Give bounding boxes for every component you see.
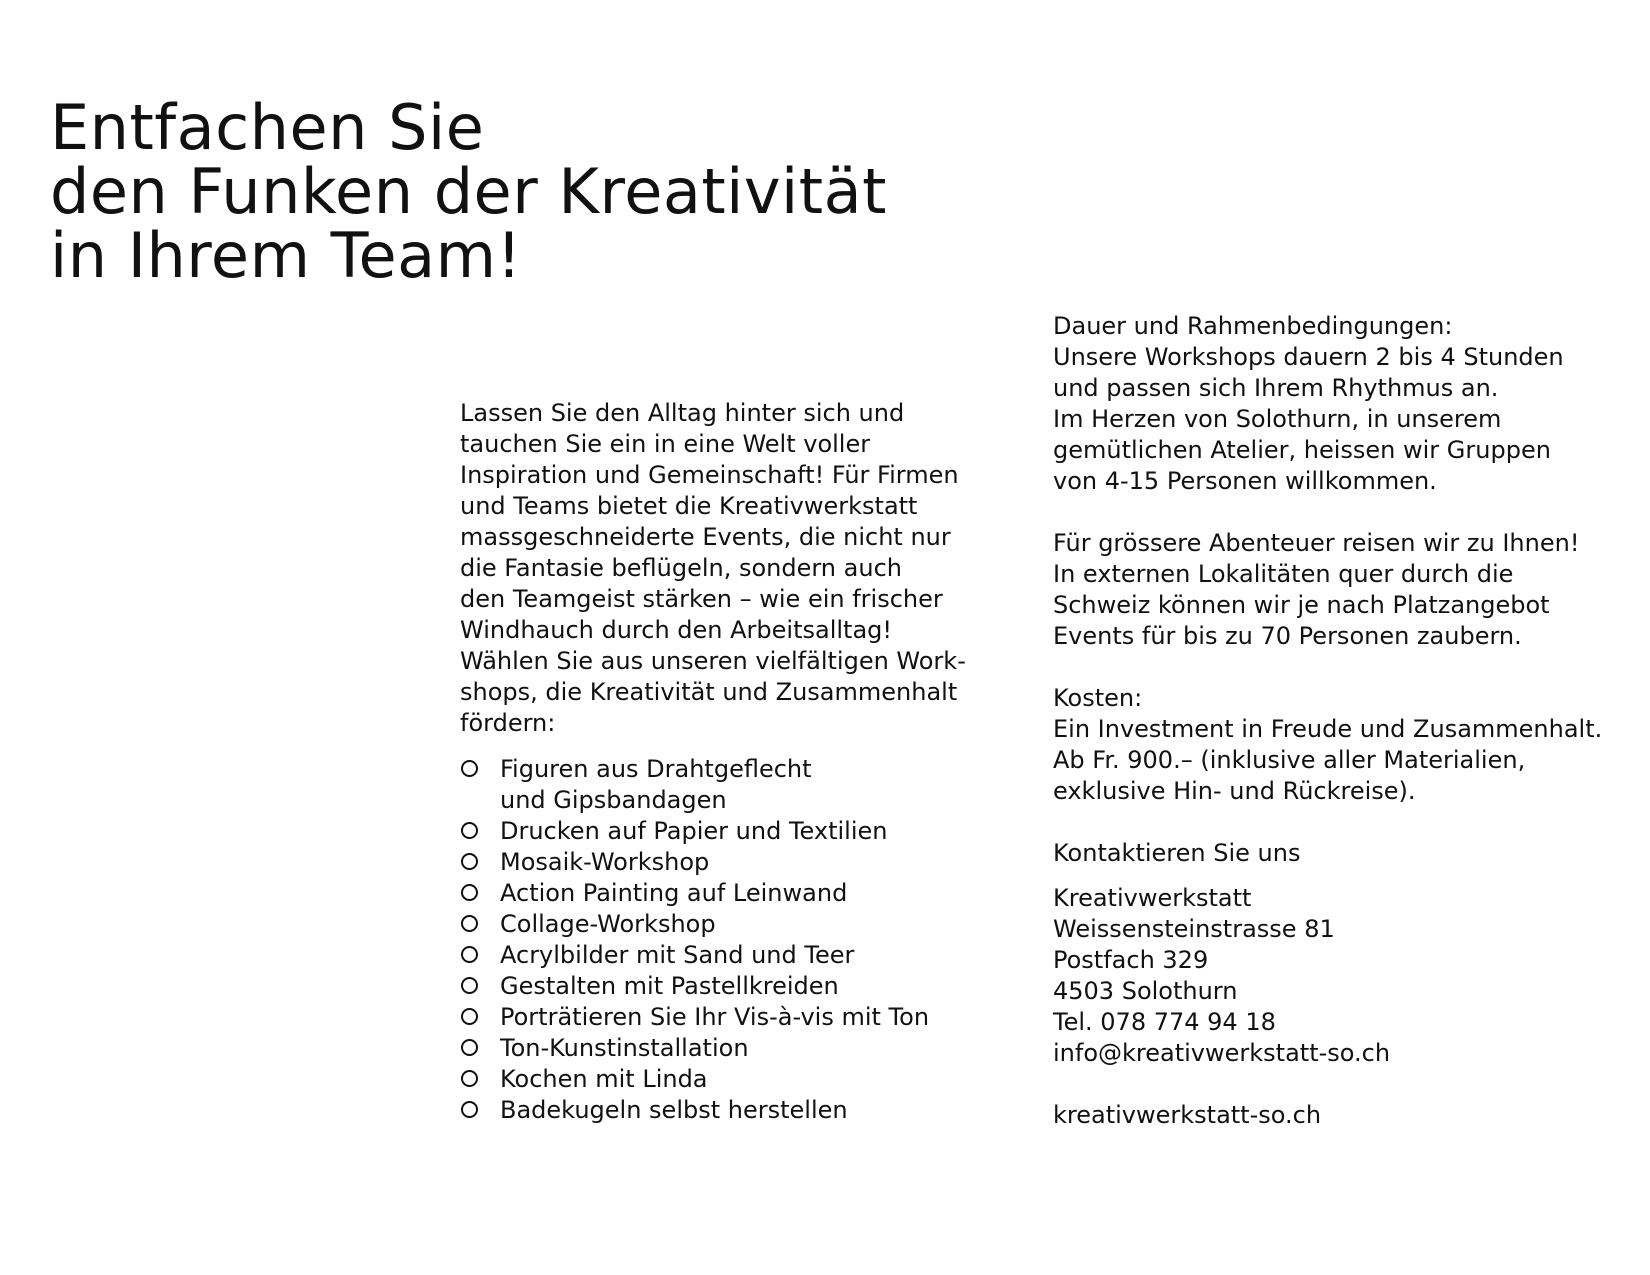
duration-section xyxy=(1053,311,1643,497)
contact-pobox: Postfach 329 xyxy=(1053,946,1209,974)
contact-name: Kreativwerkstatt xyxy=(1053,884,1252,912)
info-column xyxy=(1053,311,1643,1131)
workshop-label: Kochen mit Linda xyxy=(500,1065,708,1093)
list-item[interactable] xyxy=(460,1033,1020,1064)
duration-line: Im Herzen von Solothurn, in unserem xyxy=(1053,405,1502,433)
contact-phone[interactable]: Tel. 078 774 94 18 xyxy=(1053,1008,1276,1036)
duration-line: von 4-15 Personen willkommen. xyxy=(1053,467,1437,495)
checkbox-circle-icon[interactable] xyxy=(461,977,478,994)
workshop-label: Badekugeln selbst herstellen xyxy=(500,1096,848,1124)
list-item[interactable] xyxy=(460,940,1020,971)
duration-line: und passen sich Ihrem Rhythmus an. xyxy=(1053,374,1499,402)
travel-line: Schweiz können wir je nach Platzangebot xyxy=(1053,591,1550,619)
checkbox-circle-icon[interactable] xyxy=(461,1008,478,1025)
workshop-label: Ton-Kunstinstallation xyxy=(500,1034,749,1062)
intro-column xyxy=(460,398,1020,1126)
list-item[interactable] xyxy=(460,816,1020,847)
costs-line: exklusive Hin- und Rückreise). xyxy=(1053,777,1416,805)
intro-line: Inspiration und Gemeinschaft! Für Firmen xyxy=(460,461,959,489)
duration-heading: Dauer und Rahmenbedingungen: xyxy=(1053,312,1453,340)
list-item[interactable] xyxy=(460,1064,1020,1095)
intro-paragraph xyxy=(460,398,1020,739)
duration-line: gemütlichen Atelier, heissen wir Gruppen xyxy=(1053,436,1551,464)
list-item[interactable] xyxy=(460,971,1020,1002)
headline-line: Entfachen Sie xyxy=(50,91,485,164)
contact-heading: Kontaktieren Sie uns xyxy=(1053,839,1301,867)
workshop-label: Action Painting auf Leinwand xyxy=(500,879,848,907)
travel-section xyxy=(1053,528,1643,652)
travel-line: Für grössere Abenteuer reisen wir zu Ihnen! xyxy=(1053,529,1580,557)
checkbox-circle-icon[interactable] xyxy=(461,946,478,963)
list-item[interactable] xyxy=(460,1002,1020,1033)
headline-line: den Funken der Kreativität xyxy=(50,155,887,228)
workshop-label: Mosaik-Workshop xyxy=(500,848,710,876)
intro-line: tauchen Sie ein in eine Welt voller xyxy=(460,430,871,458)
website-link[interactable]: kreativwerkstatt-so.ch xyxy=(1053,1101,1322,1129)
intro-line: shops, die Kreativität und Zusammenhalt xyxy=(460,678,958,706)
costs-line: Ab Fr. 900.– (inklusive aller Materialien, xyxy=(1053,746,1526,774)
workshop-label: Drucken auf Papier und Textilien xyxy=(500,817,888,845)
headline-line: in Ihrem Team! xyxy=(50,219,522,292)
workshop-label: Porträtieren Sie Ihr Vis-à-vis mit Ton xyxy=(500,1003,930,1031)
workshop-label: und Gipsbandagen xyxy=(500,786,727,814)
checkbox-circle-icon[interactable] xyxy=(461,1070,478,1087)
checkbox-circle-icon[interactable] xyxy=(461,915,478,932)
costs-heading: Kosten: xyxy=(1053,684,1143,712)
intro-line: massgeschneiderte Events, die nicht nur xyxy=(460,523,951,551)
list-item[interactable] xyxy=(460,909,1020,940)
checkbox-circle-icon[interactable] xyxy=(461,1039,478,1056)
workshop-label: Acrylbilder mit Sand und Teer xyxy=(500,941,855,969)
workshop-label: Figuren aus Drahtgeflecht xyxy=(500,755,812,783)
travel-line: In externen Lokalitäten quer durch die xyxy=(1053,560,1514,588)
intro-line: und Teams bietet die Kreativwerkstatt xyxy=(460,492,918,520)
costs-section xyxy=(1053,683,1643,807)
list-item[interactable] xyxy=(460,878,1020,909)
checkbox-circle-icon[interactable] xyxy=(461,853,478,870)
list-item[interactable] xyxy=(460,1095,1020,1126)
list-item[interactable] xyxy=(460,847,1020,878)
checkbox-circle-icon[interactable] xyxy=(461,760,478,777)
contact-email-link[interactable]: info@kreativwerkstatt-so.ch xyxy=(1053,1039,1391,1067)
intro-line: fördern: xyxy=(460,709,556,737)
intro-line: Wählen Sie aus unseren vielfältigen Work- xyxy=(460,647,966,675)
travel-line: Events für bis zu 70 Personen zaubern. xyxy=(1053,622,1522,650)
workshop-label: Collage-Workshop xyxy=(500,910,716,938)
list-item[interactable] xyxy=(460,754,1020,816)
contact-city: 4503 Solothurn xyxy=(1053,977,1238,1005)
checkbox-circle-icon[interactable] xyxy=(461,884,478,901)
checkbox-circle-icon[interactable] xyxy=(461,822,478,839)
checkbox-circle-icon[interactable] xyxy=(461,1101,478,1118)
intro-line: Windhauch durch den Arbeitsalltag! xyxy=(460,616,893,644)
workshop-label: Gestalten mit Pastellkreiden xyxy=(500,972,839,1000)
contact-street: Weissensteinstrasse 81 xyxy=(1053,915,1335,943)
intro-line: Lassen Sie den Alltag hinter sich und xyxy=(460,399,905,427)
intro-line: den Teamgeist stärken – wie ein frischer xyxy=(460,585,943,613)
workshop-list xyxy=(460,754,1020,1126)
intro-line: die Fantasie beflügeln, sondern auch xyxy=(460,554,902,582)
costs-line: Ein Investment in Freude und Zusammenhalt. xyxy=(1053,715,1603,743)
duration-line: Unsere Workshops dauern 2 bis 4 Stunden xyxy=(1053,343,1564,371)
page-title xyxy=(50,91,1000,292)
contact-address xyxy=(1053,883,1643,1069)
